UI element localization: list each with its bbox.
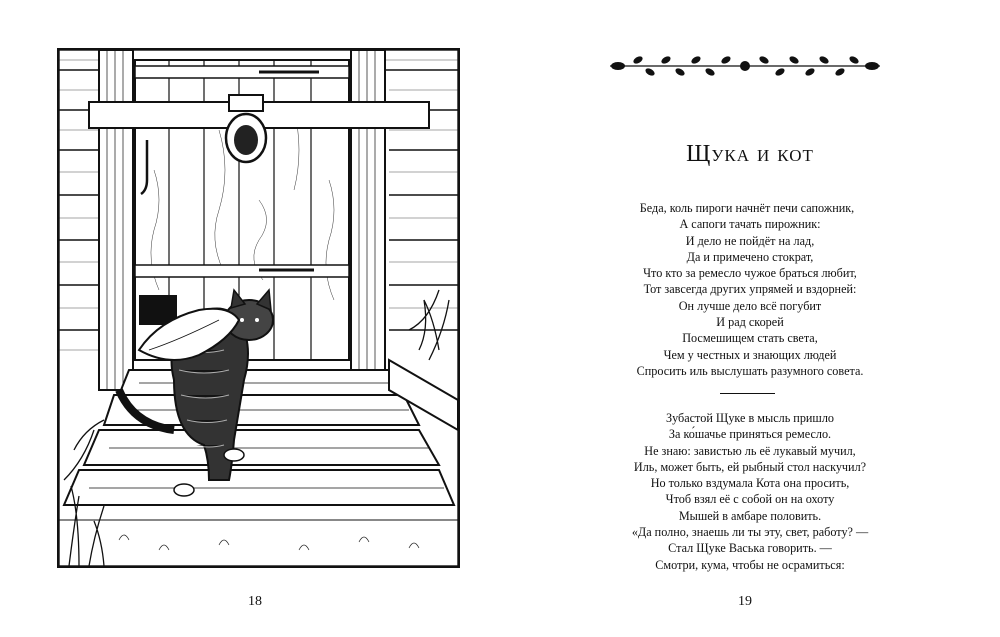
poem-line: Смотри, кума, чтобы не осрамиться: bbox=[655, 557, 845, 572]
stanza-divider bbox=[720, 393, 775, 394]
poem-line: «Да полно, знаешь ли ты эту, свет, работу? — bbox=[631, 525, 869, 540]
stanza-1 bbox=[500, 200, 1000, 379]
floral-ornament-icon bbox=[608, 54, 882, 78]
page-number-left: 18 bbox=[248, 594, 262, 609]
poem-line: Спросить иль выслушать разумного совета. bbox=[636, 363, 864, 378]
poem-line: И рад скорей bbox=[716, 315, 784, 330]
poem-line: Да и примечено стократ, bbox=[686, 249, 814, 264]
stanza-2 bbox=[500, 410, 1000, 573]
poem-line: И дело не пойдёт на лад, bbox=[685, 233, 815, 248]
poem-line: Не знаю: завистью ль её лукавый мучил, bbox=[644, 443, 856, 458]
poem-line: А сапоги тачать пирожник: bbox=[679, 217, 821, 232]
poem-line: Чтоб взял её с собой он на охоту bbox=[665, 492, 835, 507]
poem-title: Щука и кот bbox=[686, 141, 814, 167]
cat-on-barn-steps-engraving bbox=[59, 50, 458, 566]
poem-line: Зубастой Щуке в мысль пришло bbox=[666, 411, 834, 425]
poem-line: Тот завсегда других упрямей и вздорней: bbox=[643, 282, 857, 297]
poem-line: Беда, коль пироги начнёт печи сапожник, bbox=[639, 201, 855, 215]
poem-line: Чем у честных и знающих людей bbox=[663, 347, 837, 362]
poem-line: Мышей в амбаре половить. bbox=[678, 508, 822, 523]
poem-line: Он лучше дело всё погубит bbox=[678, 298, 822, 313]
poem-line: Посмешищем стать света, bbox=[682, 331, 818, 346]
poem-line: Стал Щуке Васька говорить. — bbox=[668, 541, 832, 556]
right-page bbox=[500, 0, 1000, 637]
poem-line: За ко́шачье приняться ремесло. bbox=[668, 427, 832, 442]
poem-line: Иль, может быть, ей рыбный стол наскучил? bbox=[633, 459, 867, 474]
poem-line: Что кто за ремесло чужое браться любит, bbox=[643, 266, 857, 281]
illustration-cat-on-steps bbox=[57, 48, 460, 568]
poem-line: Но только вздумала Кота она просить, bbox=[650, 476, 850, 491]
page-number-right: 19 bbox=[738, 594, 752, 609]
